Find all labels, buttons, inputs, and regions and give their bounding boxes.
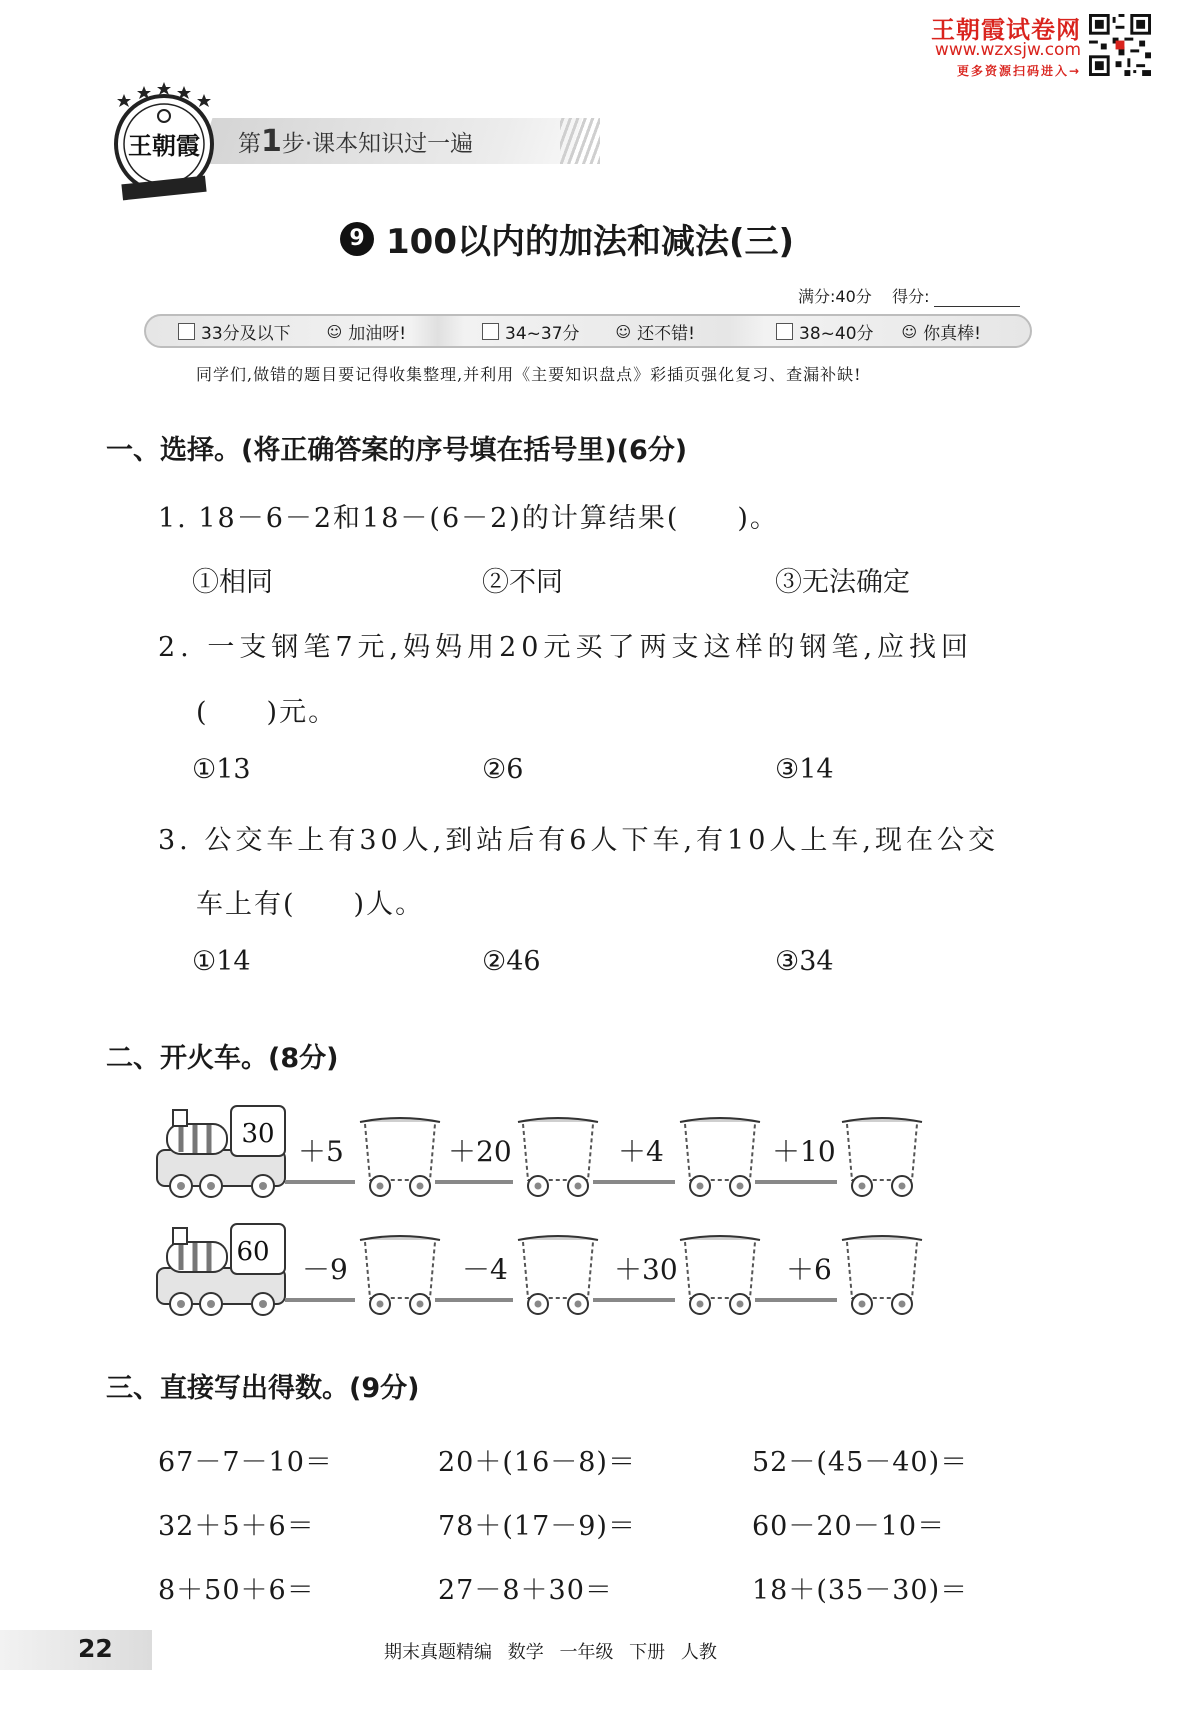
train2-op-2: －4 [462,1253,508,1286]
step-prefix: 第 [238,131,261,157]
calc-item: 78＋(17－9)＝ [438,1511,636,1542]
study-note: 同学们,做错的题目要记得收集整理,并利用《主要知识盘点》彩插页强化复习、查漏补缺! [196,365,862,384]
rating-checkbox[interactable] [776,323,793,340]
q2-option-a[interactable]: ①13 [192,754,251,785]
train-car-icon[interactable] [842,1118,922,1196]
q3-option-c[interactable]: ③34 [775,946,834,977]
train-start-number: 60 [236,1237,270,1267]
rating-range: 33分及以下 [201,324,291,344]
train-car-icon[interactable] [360,1118,440,1196]
train2-op-3: ＋30 [614,1253,678,1286]
train-car-icon[interactable] [360,1236,440,1314]
footer-text: 期末真题精编 数学 一年级 下册 人教 [384,1642,717,1663]
calc-item: 27－8＋30＝ [438,1575,613,1606]
train1-op-2: ＋20 [448,1135,512,1168]
face-icon: ☺ [615,322,632,341]
rating-range: 34~37分 [505,324,580,344]
calc-item: 67－7－10＝ [158,1447,333,1478]
q3-option-a[interactable]: ①14 [192,946,251,977]
calc-item: 32＋5＋6＝ [158,1511,315,1542]
lesson-title [340,214,794,263]
logo-text: 王朝霞 [128,131,200,160]
page-number: 22 [78,1634,113,1663]
train-2 [155,1218,955,1328]
q1-option-b[interactable]: ②不同 [482,567,563,598]
footer-bar [0,1630,152,1670]
banner-stripes [560,118,600,164]
section1-heading: 一、选择。(将正确答案的序号填在括号里)(6分) [106,435,688,466]
rating-item-low[interactable] [178,319,406,344]
train-car-icon[interactable] [518,1236,598,1314]
rating-item-high[interactable] [776,319,981,344]
rating-checkbox[interactable] [178,323,195,340]
calc-item: 18＋(35－30)＝ [752,1575,969,1606]
full-score: 满分:40分 [798,287,872,306]
calc-item: 52－(45－40)＝ [752,1447,969,1478]
train1-op-1: ＋5 [298,1135,344,1168]
q1-option-a[interactable]: ①相同 [192,567,273,598]
rating-comment: 加油呀! [348,324,407,344]
question-3: 3. 公交车上有30人,到站后有6人下车,有10人上车,现在公交 [158,825,999,856]
train-start-number: 30 [241,1119,275,1149]
lesson-number-badge: 9 [340,222,374,256]
step-suffix: 步·课本知识过一遍 [281,131,474,157]
brand-title: 王朝霞试卷网 [931,16,1081,44]
brand-logo-icon [100,78,228,206]
q2-option-b[interactable]: ②6 [482,754,524,785]
rating-checkbox[interactable] [482,323,499,340]
calc-item: 8＋50＋6＝ [158,1575,315,1606]
calc-item: 20＋(16－8)＝ [438,1447,636,1478]
section3-heading: 三、直接写出得数。(9分) [106,1373,420,1404]
rating-item-mid[interactable] [482,319,695,344]
qr-code-icon[interactable] [1089,14,1151,76]
question-2: 2. 一支钢笔7元,妈妈用20元买了两支这样的钢笔,应找回 [158,632,974,663]
train-car-icon[interactable] [680,1118,760,1196]
question-3-cont: 车上有( )人。 [196,889,425,920]
section2-heading: 二、开火车。(8分) [106,1043,339,1074]
calc-item: 60－20－10＝ [752,1511,946,1542]
score-blank[interactable] [934,290,1020,307]
train-car-icon[interactable] [842,1236,922,1314]
q2-option-c[interactable]: ③14 [775,754,834,785]
step-label [238,124,473,159]
q1-option-c[interactable]: ③无法确定 [775,567,910,598]
rating-comment: 你真棒! [923,324,981,344]
brand-url[interactable]: www.wzxsjw.com [934,40,1081,60]
q3-option-b[interactable]: ②46 [482,946,541,977]
train2-op-1: －9 [302,1253,348,1286]
train-car-icon[interactable] [518,1118,598,1196]
score-label: 得分: [892,287,930,306]
step-number: 1 [261,124,282,159]
lesson-title-text: 100以内的加法和减法(三) [386,222,795,262]
train1-op-3: ＋4 [618,1135,664,1168]
rating-range: 38~40分 [799,324,874,344]
train-car-icon[interactable] [680,1236,760,1314]
score-line [798,284,1020,307]
question-2-cont: ( )元。 [196,697,338,728]
question-1: 1. 18－6－2和18－(6－2)的计算结果( )。 [158,503,779,534]
train1-op-4: ＋10 [772,1135,836,1168]
rating-comment: 还不错! [637,324,695,344]
brand-tagline: 更多资源扫码进入→ [956,64,1081,78]
face-icon: ☺ [901,322,918,341]
train2-op-4: ＋6 [786,1253,832,1286]
face-icon: ☺ [326,322,343,341]
